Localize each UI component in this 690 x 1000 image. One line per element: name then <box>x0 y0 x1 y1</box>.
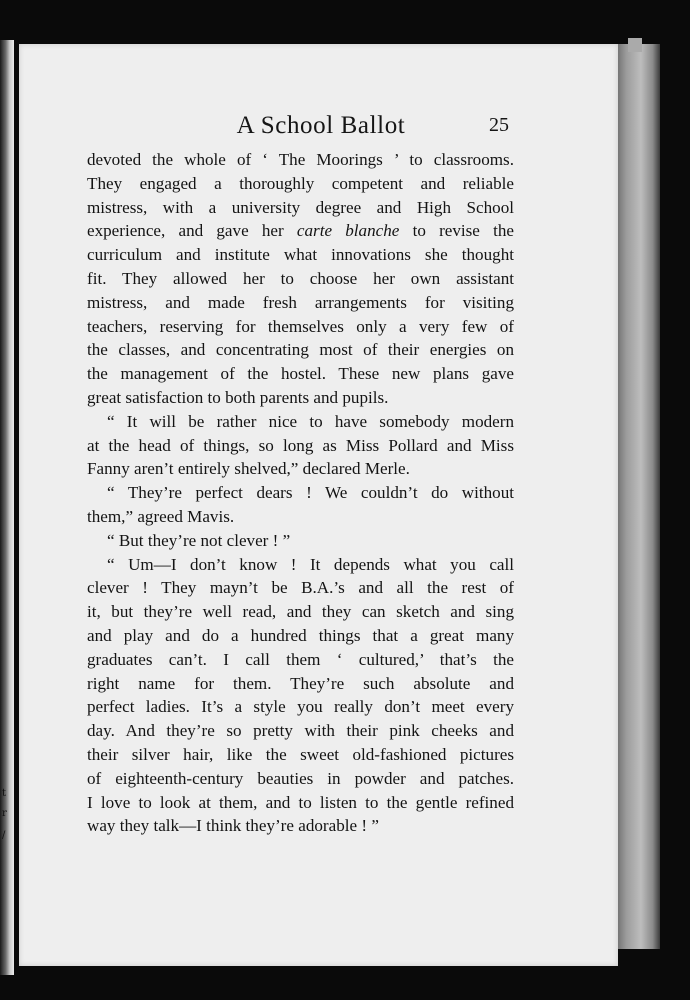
page-header <box>19 112 618 146</box>
text-line: “ Um—I don’t know ! It depends what you call <box>107 554 514 574</box>
body-text <box>87 148 514 838</box>
book-page <box>19 44 618 966</box>
text-line: They engaged a thoroughly competent and reliable <box>87 173 514 193</box>
text-line: and play and do a hundred things that a great many <box>87 625 514 645</box>
text-line: clever ! They mayn’t be B.A.’s and all the rest of <box>87 578 514 598</box>
edge-mark: / <box>2 830 6 841</box>
text-line: it, but they’re well read, and they can sketch and sing <box>87 602 514 622</box>
text-line: fit. They allowed her to choose her own assistant <box>87 268 514 288</box>
text-line: mistress, with a university degree and High School <box>87 197 514 217</box>
text-line: right name for them. They’re such absolute and <box>87 673 514 693</box>
text-line: Fanny aren’t entirely shelved,” declared Merle. <box>87 459 410 479</box>
italic-phrase: carte blanche <box>296 221 400 241</box>
text-line: perfect ladies. It’s a style you really don’t meet every <box>87 697 514 717</box>
text-line: curriculum and institute what innovations she thought <box>87 245 514 265</box>
text-line: devoted the whole of ‘ The Moorings ’ to classrooms. <box>87 150 514 169</box>
adjacent-page-edge <box>0 40 14 975</box>
text-line <box>87 219 514 243</box>
text-line: “ It will be rather nice to have somebody modern <box>107 411 514 431</box>
text-line: great satisfaction to both parents and pupils. <box>87 387 389 407</box>
page-number: 25 <box>489 114 509 136</box>
text-line: I love to look at them, and to listen to the gentle refined <box>87 792 514 812</box>
book-cover-edge <box>612 44 660 949</box>
text-line: of eighteenth-century beauties in powder and patches. <box>87 768 514 788</box>
text-line: graduates can’t. I call them ‘ cultured,’ that’s the <box>87 649 514 669</box>
text-line: their silver hair, like the sweet old-fashioned pictures <box>87 744 514 764</box>
text-line: day. And they’re so pretty with their pink cheeks and <box>87 721 514 741</box>
edge-mark: t <box>2 788 7 799</box>
edge-mark: r <box>2 808 7 819</box>
cover-corner <box>628 38 642 52</box>
text-line: at the head of things, so long as Miss Pollard and Miss <box>87 435 514 455</box>
text-segment: experience, and gave her <box>87 221 297 241</box>
text-line: way they talk—I think they’re adorable ! ” <box>87 816 379 836</box>
text-line: them,” agreed Mavis. <box>87 506 235 526</box>
text-line: teachers, reserving for themselves only a very few of <box>87 316 514 336</box>
text-line: “ They’re perfect dears ! We couldn’t do without <box>107 483 514 503</box>
text-line: the classes, and concentrating most of their energies on <box>87 340 514 360</box>
text-line: the management of the hostel. These new plans gave <box>87 364 514 384</box>
text-line: mistress, and made fresh arrangements for visiting <box>87 292 514 312</box>
text-line: “ But they’re not clever ! ” <box>107 530 291 550</box>
running-title: A School Ballot <box>236 112 406 139</box>
text-segment: to revise the <box>399 221 514 241</box>
